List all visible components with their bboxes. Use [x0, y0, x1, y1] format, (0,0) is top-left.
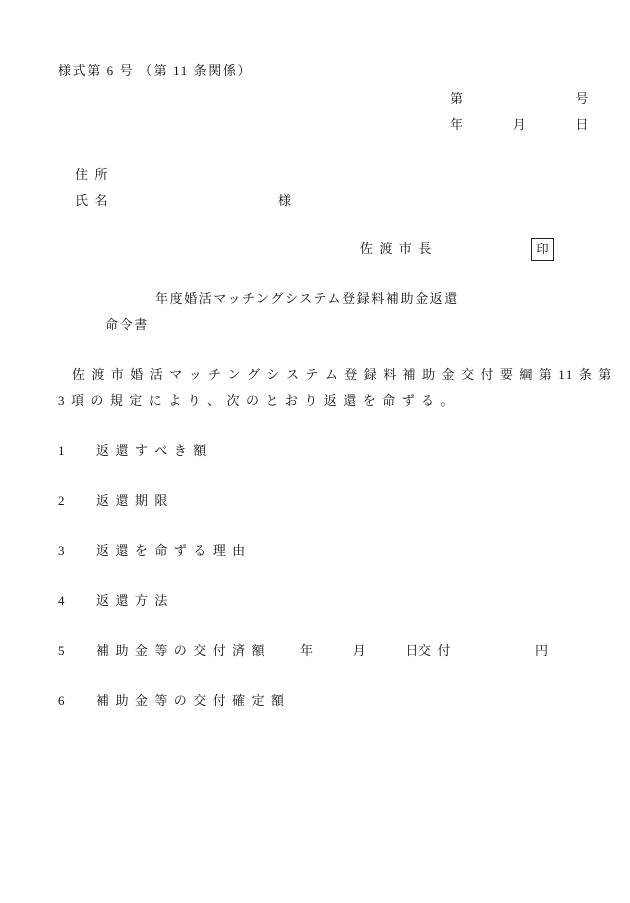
- address-label: 住 所: [75, 167, 110, 182]
- document-date-line: [450, 118, 590, 131]
- item5-year-label: 年: [300, 643, 315, 658]
- date-day-label: 日: [575, 117, 590, 132]
- item-label: 補 助 金 等 の 交 付 済 額: [96, 643, 267, 658]
- item5-currency-label: 円: [535, 643, 550, 658]
- list-item: [58, 544, 247, 557]
- item-number: 4: [58, 593, 67, 608]
- item-number: 3: [58, 543, 67, 558]
- item-label: 返 還 方 法: [96, 593, 169, 608]
- document-title-line2: 命令書: [105, 317, 149, 332]
- honorific-label: 様: [278, 193, 293, 208]
- date-month-label: 月: [512, 117, 528, 132]
- item-number: 5: [58, 643, 67, 658]
- item-label: 返 還 す べ き 額: [96, 443, 208, 458]
- list-item: [58, 694, 286, 707]
- item-number: 6: [58, 693, 67, 708]
- form-number: 様式第 6 号 （第 11 条関係）: [58, 63, 253, 78]
- list-item: [58, 494, 169, 507]
- item-number: 2: [58, 493, 67, 508]
- body-paragraph-line1: 佐 渡 市 婚 活 マ ッ チ ン グ シ ス テ ム 登 録 料 補 助 金 交 付 要 綱 第 11 条 第: [72, 367, 613, 382]
- document-number-unit: 号: [575, 91, 590, 106]
- document-number-line: [450, 92, 590, 105]
- issuer-label: 佐 渡 市 長: [360, 241, 433, 256]
- seal-box: 印: [531, 238, 554, 261]
- item-label: 返 還 期 限: [96, 493, 169, 508]
- item-number: 1: [58, 443, 67, 458]
- document-number-label: 第: [450, 91, 465, 106]
- item5-day-label: 日: [405, 643, 420, 658]
- item5-date-line: [300, 644, 420, 657]
- list-item: [58, 594, 169, 607]
- item5-issued-label: 交 付: [418, 643, 453, 658]
- list-item: [58, 444, 208, 457]
- body-paragraph-line2: 3 項 の 規 定 に よ り 、 次 の と お り 返 還 を 命 ず る 。: [58, 393, 456, 408]
- list-item: [58, 644, 266, 657]
- name-label: 氏 名: [75, 193, 110, 208]
- item5-month-label: 月: [352, 643, 368, 658]
- date-year-label: 年: [450, 117, 465, 132]
- document-title-line1: 年度婚活マッチングシステム登録料補助金返還: [155, 291, 459, 306]
- item-label: 補 助 金 等 の 交 付 確 定 額: [96, 693, 286, 708]
- item-label: 返 還 を 命 ず る 理 由: [96, 543, 247, 558]
